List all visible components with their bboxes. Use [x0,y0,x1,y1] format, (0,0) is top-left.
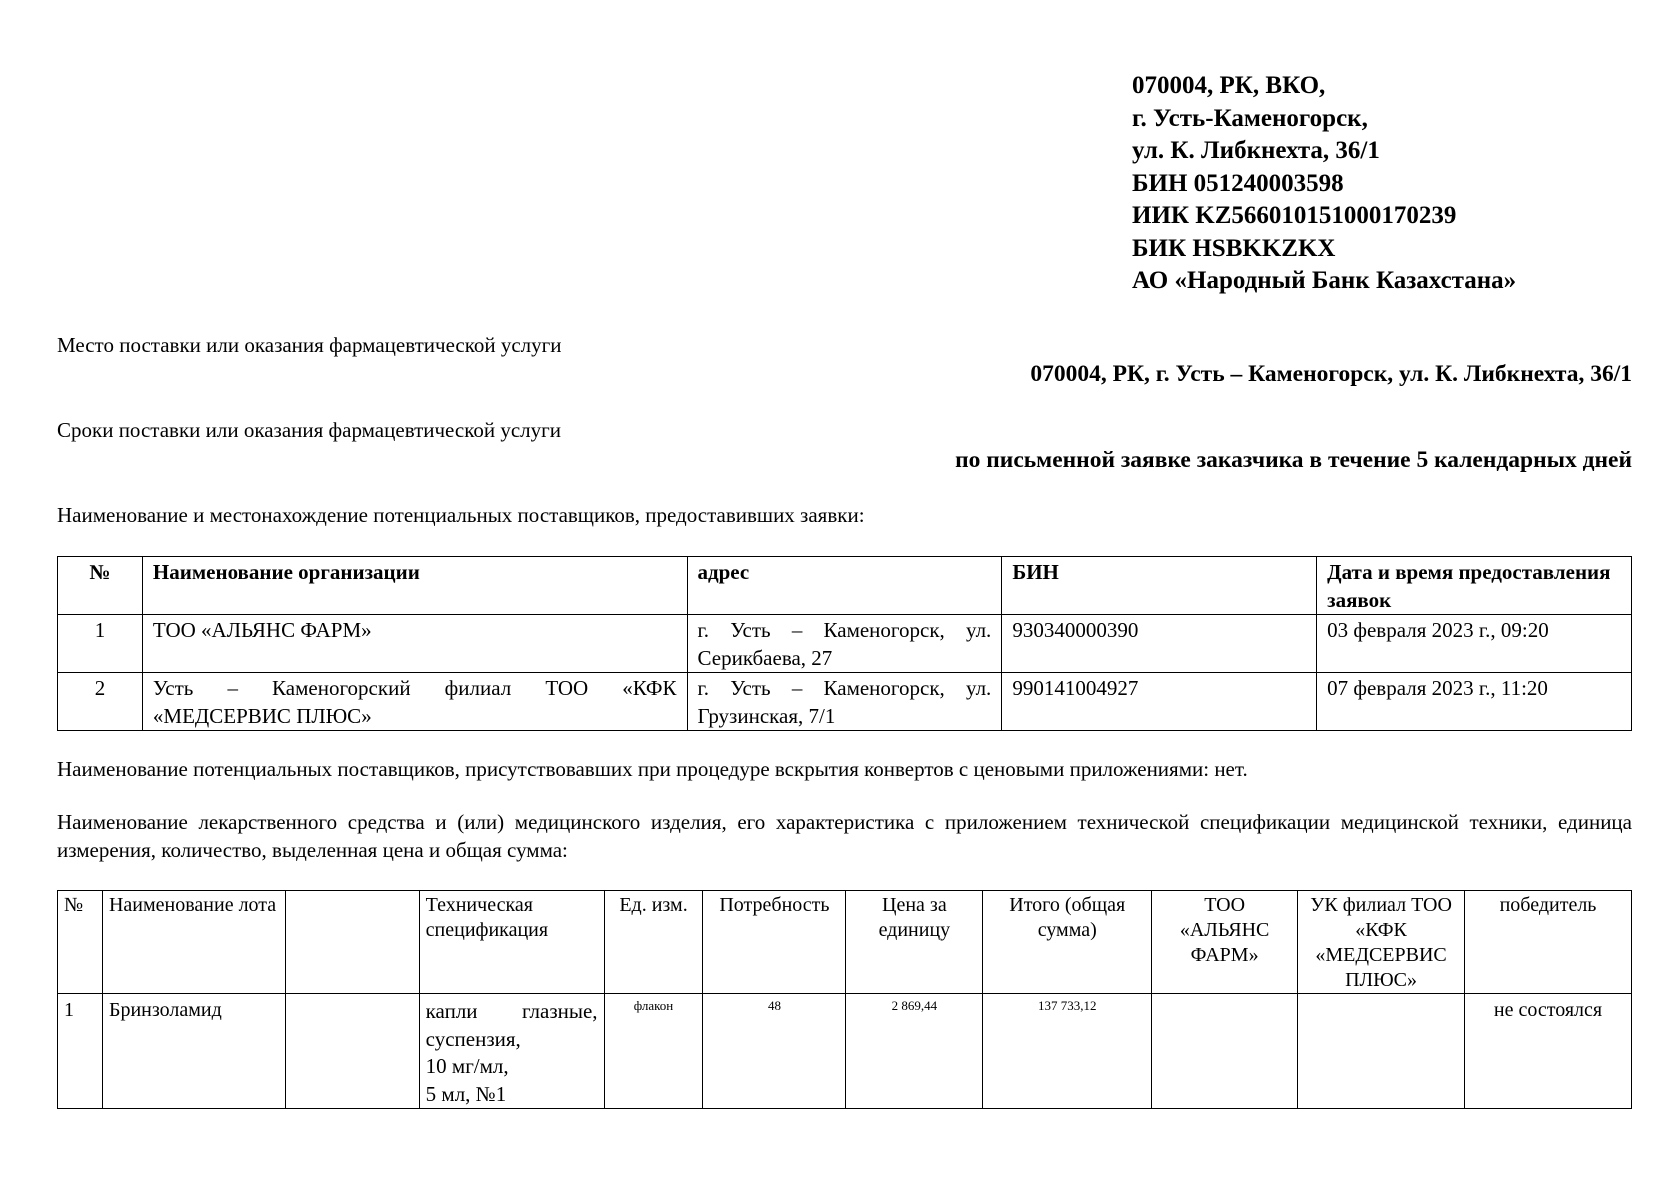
delivery-terms-label: Сроки поставки или оказания фармацевтической услуги [57,418,561,442]
present-suppliers-text: Наименование потенциальных поставщиков, присутствовавших при процедуре вскрытия конвертов с ценовыми приложениями: нет. [57,757,1248,781]
row-bin: 990141004927 [1002,673,1317,731]
requisites-line: ИИК KZ566010151000170239 [1132,202,1457,229]
row-bin: 930340000390 [1002,615,1317,673]
address-line: г. Усть – Каменогорск, ул. [697,676,992,700]
header-supplier-2: УК филиал ТОО «КФК «МЕДСЕРВИС ПЛЮС» [1298,891,1465,994]
row-datetime: 03 февраля 2023 г., 09:20 [1317,615,1632,673]
table-row [58,615,1632,673]
row-no: 1 [58,615,143,673]
suppliers-intro: Наименование и местонахождение потенциальных поставщиков, предоставивших заявки: [57,503,865,527]
requisites-line: г. Усть-Каменогорск, [1132,104,1368,132]
row-need: 48 [703,994,846,1109]
row-supplier-1 [1152,994,1298,1109]
items-table [57,890,1632,1109]
requisites-line: БИК HSBKKZKX [1132,234,1336,262]
requisites-line: АО «Народный Банк Казахстана» [1132,267,1517,294]
row-no: 2 [58,673,143,731]
address-line: Грузинская, 7/1 [697,703,836,728]
header-empty [285,891,419,994]
row-org-name: ТОО «АЛЬЯНС ФАРМ» [142,615,687,673]
header-datetime: Дата и время предоставления заявок [1317,557,1632,615]
requisites-line: ул. К. Либкнехта, 36/1 [1132,137,1380,164]
tech-spec-line: 10 мг/мл, [425,1054,509,1078]
header-unit: Ед. изм. [604,891,703,994]
tech-spec-line: 5 мл, №1 [425,1081,507,1106]
suppliers-table [57,556,1632,731]
org-name-line: «МЕДСЕРВИС ПЛЮС» [152,703,372,728]
header-unit-price: Цена за единицу [846,891,983,994]
delivery-terms-value: по письменной заявке заказчика в течение 5 календарных дней [955,447,1632,473]
header-supplier-1: ТОО «АЛЬЯНС ФАРМ» [1152,891,1298,994]
row-address [687,615,1002,673]
header-winner: победитель [1465,891,1632,994]
address-line: г. Усть – Каменогорск, ул. [697,618,992,642]
header-no: № [58,557,143,615]
header-total: Итого (общая сумма) [983,891,1152,994]
row-supplier-2 [1298,994,1465,1109]
row-datetime: 07 февраля 2023 г., 11:20 [1317,673,1632,731]
address-line: Серикбаева, 27 [697,645,833,670]
requisites-line: 070004, РК, ВКО, [1132,72,1326,99]
header-address: адрес [687,557,1002,615]
row-winner: не состоялся [1465,994,1632,1109]
row-address [687,673,1002,731]
header-bin: БИН [1002,557,1317,615]
header-no: № [58,891,103,994]
delivery-place-label: Место поставки или оказания фармацевтической услуги [57,333,562,357]
org-name-line: Усть – Каменогорский филиал ТОО «КФК [152,676,677,700]
row-total: 137 733,12 [983,994,1152,1109]
header-org-name: Наименование организации [142,557,687,615]
header-lot-name: Наименование лота [102,891,285,994]
row-no: 1 [58,994,103,1109]
row-tech-spec [419,994,604,1109]
row-org-name [142,673,687,731]
row-unit-price: 2 869,44 [846,994,983,1109]
row-unit: флакон [604,994,703,1109]
header-tech-spec: Техническая спецификация [419,891,604,994]
row-lot-name: Бринзоламид [102,994,285,1109]
table-header-row [58,557,1632,615]
tech-spec-line: капли глазные, [425,999,598,1023]
requisites-block [1132,70,1516,298]
table-row [58,994,1632,1109]
row-empty [285,994,419,1109]
tech-spec-line: суспензия, [425,1026,521,1051]
header-need: Потребность [703,891,846,994]
delivery-place-value: 070004, РК, г. Усть – Каменогорск, ул. К. Либкнехта, 36/1 [1030,361,1632,387]
table-header-row [58,891,1632,994]
table-row [58,673,1632,731]
items-intro-text: Наименование лекарственного средства и (или) медицинского изделия, его характеристика с приложением технической спецификации медицинской техники, единица измерения, количество, выделенная цена и общая сумма: [57,810,1632,862]
requisites-line: БИН 051240003598 [1132,169,1344,197]
